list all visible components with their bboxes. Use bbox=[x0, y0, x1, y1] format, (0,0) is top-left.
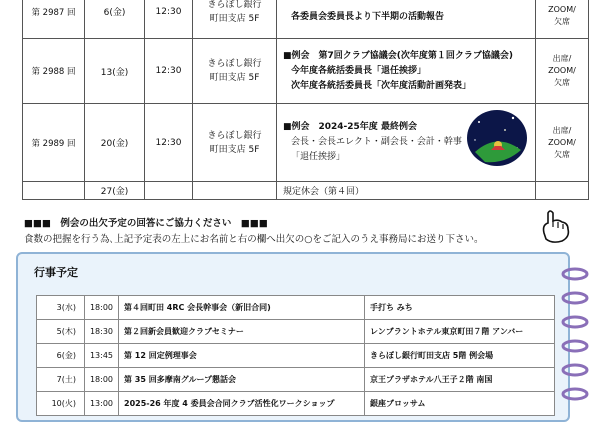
binder-ring-icon bbox=[560, 266, 590, 282]
event-row bbox=[37, 344, 555, 368]
binder-ring-icon bbox=[560, 290, 590, 306]
meeting-row bbox=[23, 0, 589, 39]
meeting-day: 20(金) bbox=[85, 104, 145, 182]
attendance-cell[interactable]: 出席/ ZOOM/ 欠席 bbox=[536, 39, 589, 104]
meeting-place bbox=[193, 182, 277, 200]
pointing-hand-icon bbox=[538, 207, 572, 245]
meeting-day: 27(金) bbox=[85, 182, 145, 200]
meeting-number: 第 2989 回 bbox=[23, 104, 85, 182]
event-venue: レンブラントホテル東京町田７階 アンバー bbox=[365, 320, 555, 344]
meeting-schedule-table bbox=[22, 0, 589, 200]
event-time: 18:30 bbox=[85, 320, 119, 344]
meeting-program: ■例会 2024-25年度 最終例会 会長・会長エレクト・副会長・会計・幹事 「退任挨拶」 bbox=[277, 104, 536, 182]
planet-illustration-icon bbox=[465, 108, 529, 168]
events-title: 行事予定 bbox=[34, 266, 78, 279]
meeting-time: 12:30 bbox=[145, 104, 193, 182]
meeting-place: きらぼし銀行 町田支店 5F bbox=[193, 39, 277, 104]
event-name: 第４回町田 4RC 会長幹事会（新旧合同) bbox=[119, 296, 365, 320]
meeting-number: 第 2988 回 bbox=[23, 39, 85, 104]
notice-body: 食数の把握を行う為､上記予定表の左上にお名前と右の欄へ出欠の○をご記入のうえ事務局にお送り下さい｡ bbox=[24, 234, 479, 245]
event-time: 18:00 bbox=[85, 368, 119, 392]
event-name: 第２回新会員歓迎クラブセミナー bbox=[119, 320, 365, 344]
meeting-day: 6(金) bbox=[85, 0, 145, 39]
events-table bbox=[36, 295, 555, 416]
meeting-program: 各委員会委員長より下半期の活動報告 bbox=[277, 0, 536, 39]
meeting-program: 規定休会（第４回） bbox=[277, 182, 536, 200]
event-date: 5(木) bbox=[37, 320, 85, 344]
event-venue: きらぼし銀行町田支店 5階 例会場 bbox=[365, 344, 555, 368]
event-name: 2025-26 年度 4 委員会合同クラブ活性化ワークショップ bbox=[119, 392, 365, 416]
meeting-row bbox=[23, 39, 589, 104]
binder-ring-icon bbox=[560, 386, 590, 402]
event-date: 10(火) bbox=[37, 392, 85, 416]
event-venue: 京王プラザホテル八王子２階 南国 bbox=[365, 368, 555, 392]
attendance-cell bbox=[536, 182, 589, 200]
binder-ring-icon bbox=[560, 314, 590, 330]
event-venue: 手打ち みち bbox=[365, 296, 555, 320]
binder-ring-icon bbox=[560, 362, 590, 378]
event-time: 18:00 bbox=[85, 296, 119, 320]
meeting-number: 第 2987 回 bbox=[23, 0, 85, 39]
meeting-place: きらぼし銀行 町田支店 5F bbox=[193, 104, 277, 182]
meeting-number bbox=[23, 182, 85, 200]
event-row bbox=[37, 296, 555, 320]
meeting-program: ■例会 第7回クラブ協議会(次年度第１回クラブ協議会) 今年度各統括委員長「退任挨拶」 次年度各統括委員長「次年度活動計画発表」 bbox=[277, 39, 536, 104]
notice-heading: ■■■ 例会の出欠予定の回答にご協力ください ■■■ bbox=[24, 218, 268, 229]
attendance-cell[interactable]: ZOOM/ 欠席 bbox=[536, 0, 589, 39]
event-venue: 銀座ブロッサム bbox=[365, 392, 555, 416]
event-row bbox=[37, 320, 555, 344]
binder-ring-icon bbox=[560, 338, 590, 354]
meeting-place: きらぼし銀行 町田支店 5F bbox=[193, 0, 277, 39]
event-time: 13:45 bbox=[85, 344, 119, 368]
event-time: 13:00 bbox=[85, 392, 119, 416]
event-row bbox=[37, 392, 555, 416]
meeting-day: 13(金) bbox=[85, 39, 145, 104]
event-date: 3(水) bbox=[37, 296, 85, 320]
meeting-time: 12:30 bbox=[145, 0, 193, 39]
meeting-time: 12:30 bbox=[145, 39, 193, 104]
event-name: 第 12 回定例理事会 bbox=[119, 344, 365, 368]
meeting-row bbox=[23, 104, 589, 182]
meeting-time bbox=[145, 182, 193, 200]
attendance-cell[interactable]: 出席/ ZOOM/ 欠席 bbox=[536, 104, 589, 182]
event-date: 7(土) bbox=[37, 368, 85, 392]
meeting-row bbox=[23, 182, 589, 200]
event-row bbox=[37, 368, 555, 392]
event-date: 6(金) bbox=[37, 344, 85, 368]
event-name: 第 35 回多摩南グループ懇話会 bbox=[119, 368, 365, 392]
